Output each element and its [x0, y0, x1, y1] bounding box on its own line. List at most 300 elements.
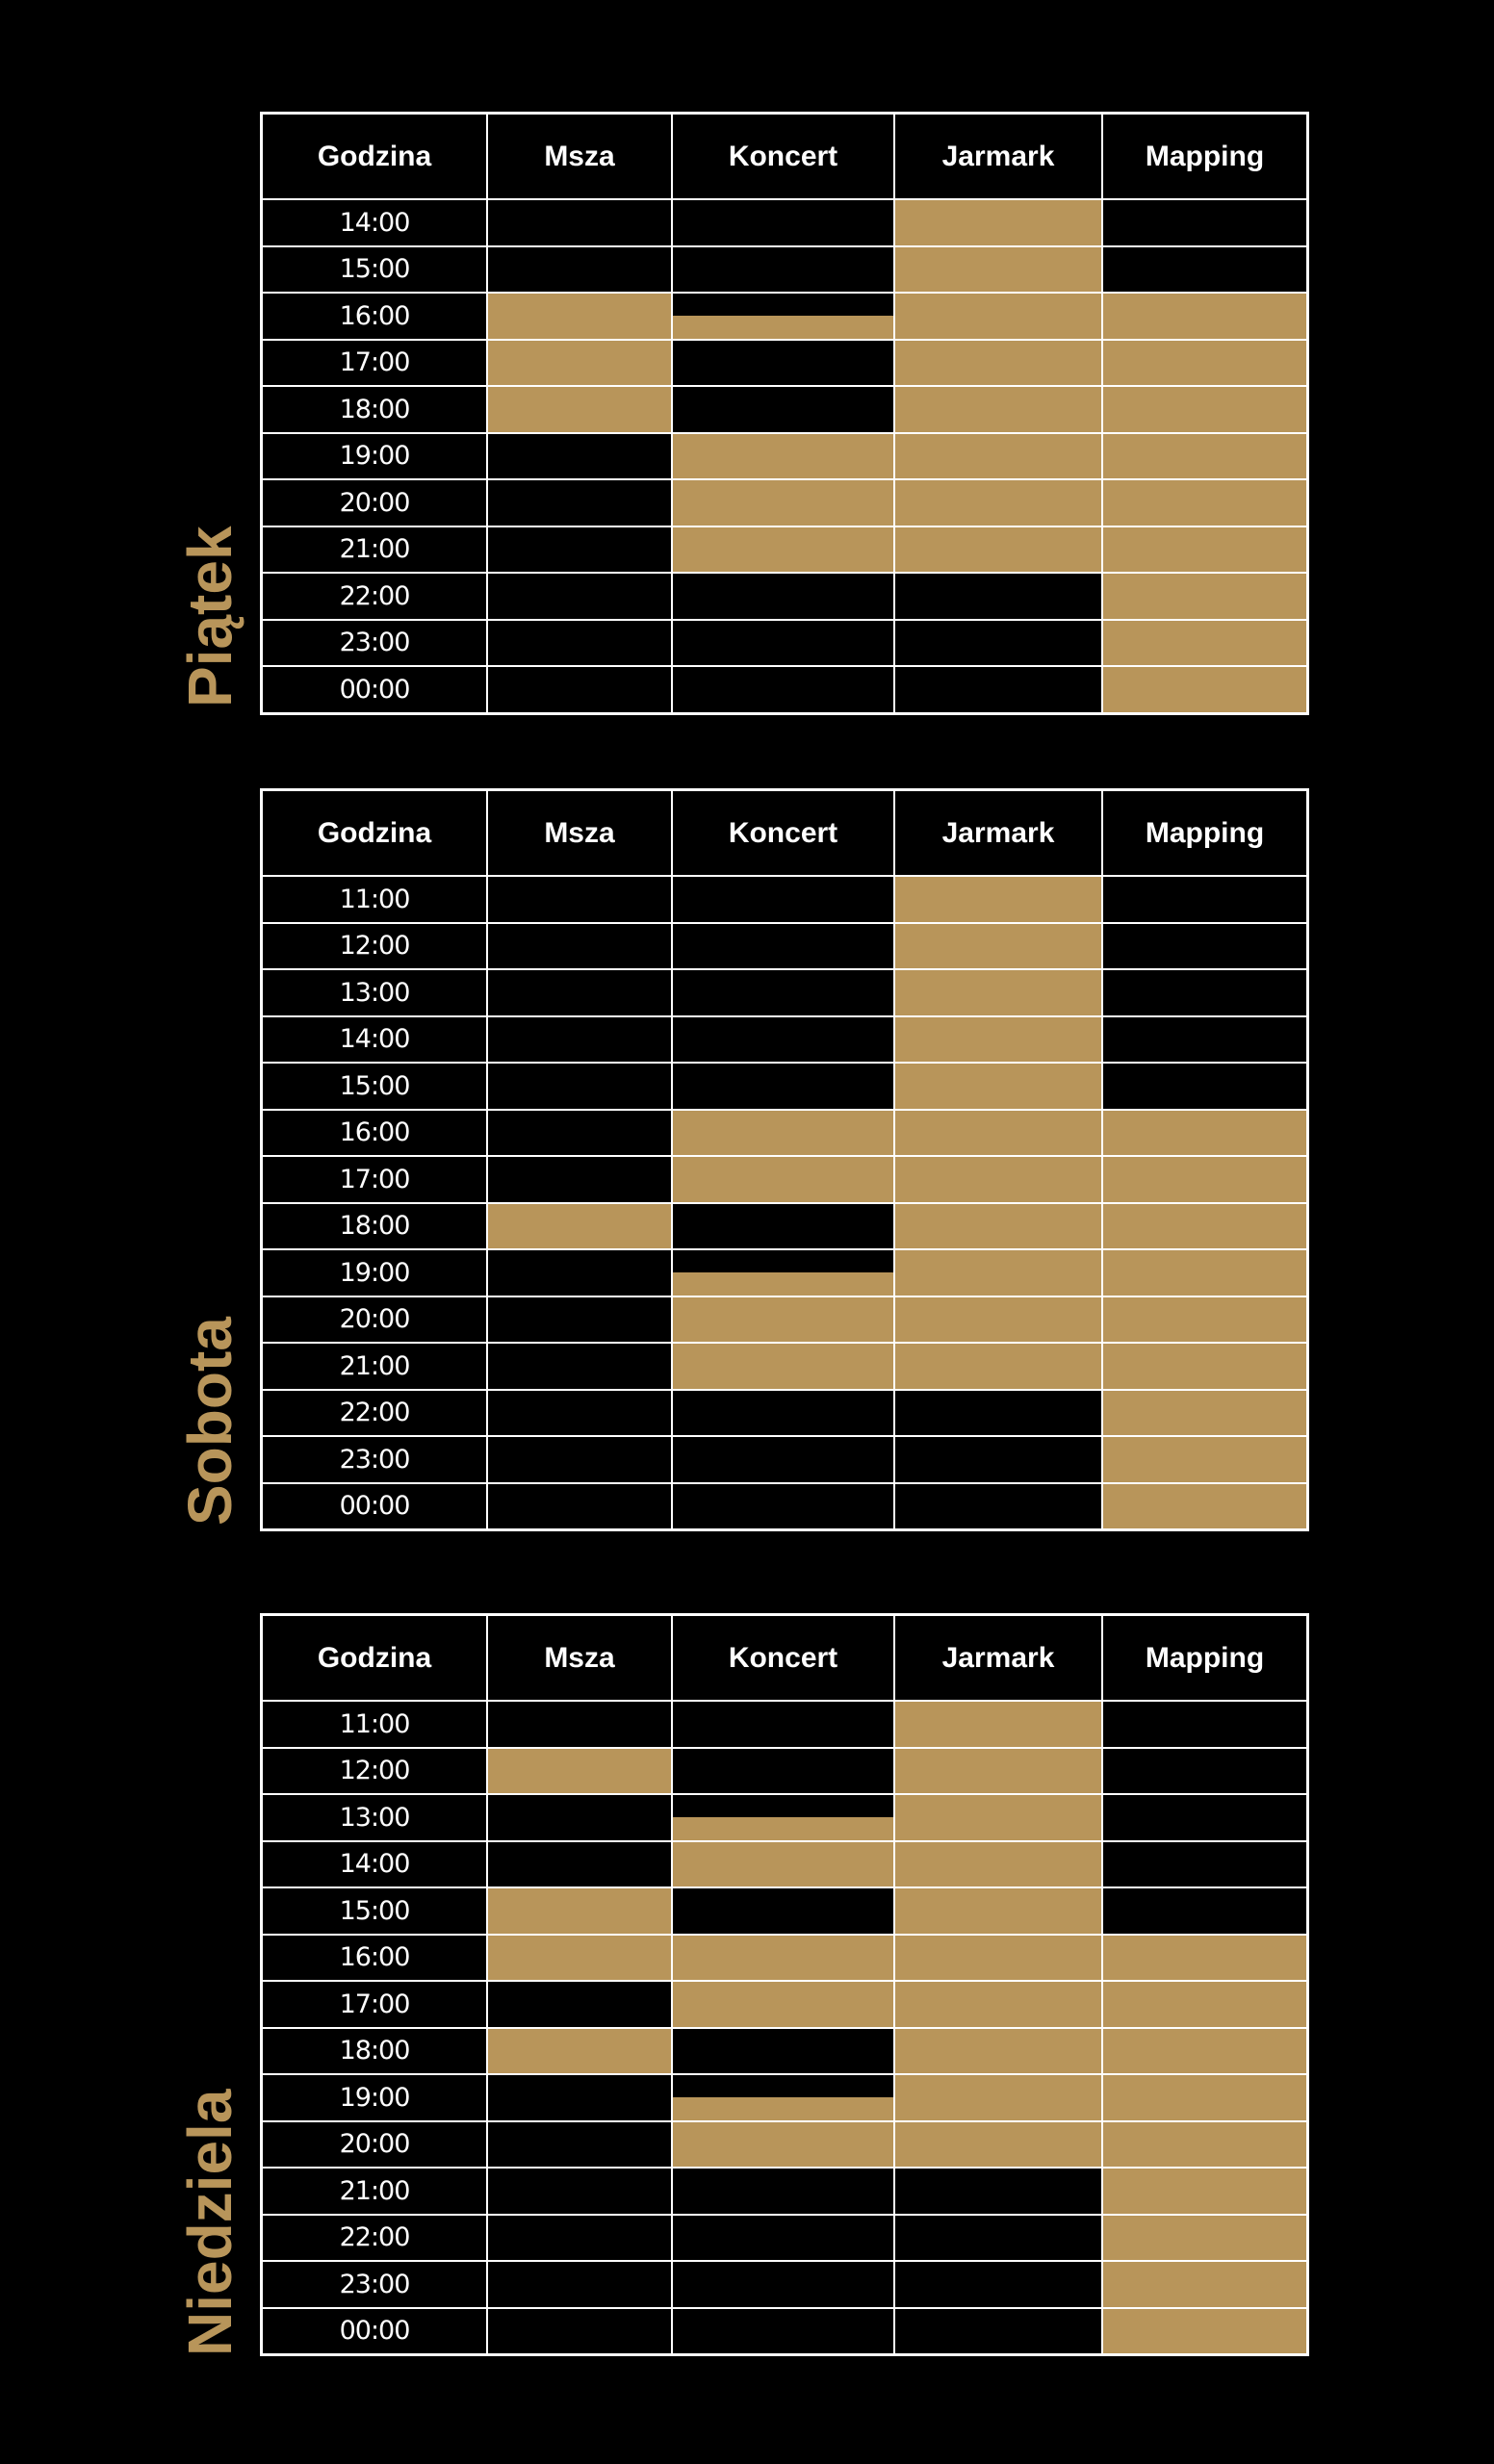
jarmark-cell — [893, 1484, 1101, 1529]
mapping-cell — [1101, 1064, 1306, 1109]
day-label-piatek: Piątek — [175, 526, 245, 707]
jarmark-event-fill — [895, 2029, 1101, 2074]
time-label: 21:00 — [339, 534, 410, 565]
msza-cell — [486, 1484, 671, 1529]
mapping-event-fill — [1103, 2216, 1306, 2261]
koncert-cell — [671, 527, 893, 573]
header-label: Koncert — [728, 140, 838, 172]
koncert-event-fill — [673, 1297, 893, 1343]
jarmark-event-fill — [895, 1702, 1101, 1747]
mapping-event-fill — [1103, 527, 1306, 573]
table-row — [263, 1435, 1306, 1482]
mapping-cell — [1101, 2029, 1306, 2074]
table-row — [263, 2073, 1306, 2120]
header-label: Jarmark — [941, 140, 1055, 172]
day-label-niedziela: Niedziela — [175, 2089, 245, 2356]
mapping-event-fill — [1103, 1936, 1306, 1981]
koncert-cell — [671, 574, 893, 619]
mapping-cell — [1101, 667, 1306, 712]
time-cell — [263, 2075, 486, 2120]
koncert-event-fill — [673, 1817, 893, 1839]
jarmark-event-fill — [895, 341, 1101, 386]
jarmark-event-fill — [895, 434, 1101, 479]
koncert-cell — [671, 1204, 893, 1249]
msza-cell — [486, 1111, 671, 1156]
jarmark-event-fill — [895, 2075, 1101, 2120]
table-row — [263, 619, 1306, 666]
jarmark-event-fill — [895, 1204, 1101, 1249]
msza-cell — [486, 924, 671, 969]
jarmark-cell — [893, 1297, 1101, 1343]
jarmark-event-fill — [895, 2122, 1101, 2168]
jarmark-cell — [893, 877, 1101, 922]
mapping-event-fill — [1103, 434, 1306, 479]
jarmark-event-fill — [895, 1250, 1101, 1296]
table-row — [263, 2307, 1306, 2354]
koncert-event-fill — [673, 1936, 893, 1981]
jarmark-cell — [893, 1391, 1101, 1436]
jarmark-cell — [893, 1064, 1101, 1109]
time-label: 15:00 — [339, 254, 410, 285]
time-label: 17:00 — [339, 1164, 410, 1194]
jarmark-cell — [893, 1936, 1101, 1981]
time-label: 21:00 — [339, 2175, 410, 2206]
time-label: 23:00 — [339, 628, 410, 658]
mapping-event-fill — [1103, 341, 1306, 386]
jarmark-cell — [893, 480, 1101, 526]
time-cell — [263, 434, 486, 479]
jarmark-event-fill — [895, 480, 1101, 526]
jarmark-event-fill — [895, 1064, 1101, 1109]
koncert-cell — [671, 621, 893, 666]
header-label: Mapping — [1145, 816, 1265, 849]
time-label: 19:00 — [339, 441, 410, 472]
time-cell — [263, 1204, 486, 1249]
koncert-cell — [671, 1795, 893, 1840]
time-cell — [263, 1064, 486, 1109]
time-cell — [263, 341, 486, 386]
msza-cell — [486, 621, 671, 666]
msza-cell — [486, 1702, 671, 1747]
table-row — [263, 2167, 1306, 2214]
jarmark-cell — [893, 924, 1101, 969]
time-cell — [263, 1749, 486, 1794]
koncert-event-fill — [673, 316, 893, 338]
time-label: 13:00 — [339, 977, 410, 1008]
time-label: 16:00 — [339, 300, 410, 331]
table-row — [263, 1296, 1306, 1343]
koncert-cell — [671, 2169, 893, 2214]
msza-cell — [486, 1204, 671, 1249]
time-cell — [263, 247, 486, 293]
time-cell — [263, 1842, 486, 1887]
msza-cell — [486, 2216, 671, 2261]
jarmark-cell — [893, 1842, 1101, 1887]
msza-cell — [486, 1795, 671, 1840]
mapping-cell — [1101, 200, 1306, 245]
jarmark-cell — [893, 2309, 1101, 2354]
koncert-cell — [671, 667, 893, 712]
time-cell — [263, 1437, 486, 1482]
header-label: Godzina — [317, 140, 432, 172]
msza-event-fill — [488, 1888, 671, 1934]
table-row — [263, 572, 1306, 619]
time-label: 22:00 — [339, 580, 410, 611]
mapping-cell — [1101, 970, 1306, 1015]
mapping-cell — [1101, 1344, 1306, 1389]
mapping-cell — [1101, 1437, 1306, 1482]
koncert-cell — [671, 1484, 893, 1529]
mapping-cell — [1101, 387, 1306, 432]
table-row — [263, 1202, 1306, 1249]
time-label: 19:00 — [339, 2082, 410, 2113]
msza-cell — [486, 2262, 671, 2307]
time-label: 15:00 — [339, 1895, 410, 1926]
table-row — [263, 292, 1306, 339]
jarmark-cell — [893, 1250, 1101, 1296]
jarmark-event-fill — [895, 247, 1101, 293]
table-row — [263, 198, 1306, 245]
header-label: Godzina — [317, 816, 432, 849]
time-label: 22:00 — [339, 2222, 410, 2253]
table-row — [263, 2260, 1306, 2307]
time-cell — [263, 2262, 486, 2307]
jarmark-event-fill — [895, 1157, 1101, 1202]
koncert-cell — [671, 2309, 893, 2354]
koncert-event-fill — [673, 1982, 893, 2027]
time-cell — [263, 1250, 486, 1296]
msza-cell — [486, 527, 671, 573]
time-label: 13:00 — [339, 1802, 410, 1833]
mapping-cell — [1101, 2309, 1306, 2354]
time-cell — [263, 294, 486, 339]
msza-cell — [486, 1064, 671, 1109]
msza-event-fill — [488, 1749, 671, 1794]
msza-cell — [486, 1982, 671, 2027]
koncert-cell — [671, 2216, 893, 2261]
header-label: Godzina — [317, 1641, 432, 1674]
mapping-event-fill — [1103, 1437, 1306, 1482]
time-cell — [263, 1936, 486, 1981]
jarmark-cell — [893, 1344, 1101, 1389]
time-label: 12:00 — [339, 931, 410, 962]
mapping-event-fill — [1103, 1982, 1306, 2027]
koncert-cell — [671, 1936, 893, 1981]
koncert-cell — [671, 1157, 893, 1202]
koncert-cell — [671, 387, 893, 432]
time-label: 11:00 — [339, 1708, 410, 1739]
koncert-cell — [671, 434, 893, 479]
msza-cell — [486, 434, 671, 479]
koncert-cell — [671, 1344, 893, 1389]
koncert-cell — [671, 1749, 893, 1794]
time-label: 18:00 — [339, 394, 410, 424]
koncert-event-fill — [673, 2097, 893, 2119]
mapping-cell — [1101, 1702, 1306, 1747]
jarmark-event-fill — [895, 1842, 1101, 1887]
koncert-event-fill — [673, 1842, 893, 1887]
time-cell — [263, 1344, 486, 1389]
koncert-event-fill — [673, 434, 893, 479]
jarmark-cell — [893, 621, 1101, 666]
mapping-cell — [1101, 294, 1306, 339]
header-cell-koncert — [671, 791, 893, 875]
koncert-cell — [671, 2262, 893, 2307]
koncert-cell — [671, 2075, 893, 2120]
jarmark-cell — [893, 1111, 1101, 1156]
koncert-cell — [671, 480, 893, 526]
mapping-event-fill — [1103, 387, 1306, 432]
header-label: Jarmark — [941, 816, 1055, 849]
table-header-row — [263, 1616, 1306, 1700]
time-cell — [263, 1795, 486, 1840]
time-cell — [263, 2309, 486, 2354]
jarmark-cell — [893, 667, 1101, 712]
time-label: 16:00 — [339, 1117, 410, 1148]
jarmark-event-fill — [895, 1749, 1101, 1794]
msza-cell — [486, 1749, 671, 1794]
mapping-cell — [1101, 2169, 1306, 2214]
mapping-event-fill — [1103, 2122, 1306, 2168]
msza-cell — [486, 1842, 671, 1887]
koncert-cell — [671, 1888, 893, 1934]
time-label: 22:00 — [339, 1398, 410, 1428]
mapping-cell — [1101, 1391, 1306, 1436]
msza-cell — [486, 667, 671, 712]
time-cell — [263, 1111, 486, 1156]
jarmark-cell — [893, 527, 1101, 573]
jarmark-cell — [893, 1749, 1101, 1794]
header-cell-godzina — [263, 115, 486, 198]
koncert-event-fill — [673, 480, 893, 526]
time-label: 00:00 — [339, 1491, 410, 1522]
msza-cell — [486, 574, 671, 619]
jarmark-event-fill — [895, 1795, 1101, 1840]
msza-cell — [486, 1344, 671, 1389]
koncert-cell — [671, 877, 893, 922]
time-label: 17:00 — [339, 1989, 410, 2019]
koncert-cell — [671, 294, 893, 339]
time-label: 23:00 — [339, 2269, 410, 2299]
table-row — [263, 339, 1306, 386]
jarmark-cell — [893, 247, 1101, 293]
time-label: 21:00 — [339, 1350, 410, 1381]
mapping-cell — [1101, 1111, 1306, 1156]
jarmark-cell — [893, 1204, 1101, 1249]
table-row — [263, 478, 1306, 526]
jarmark-cell — [893, 1982, 1101, 2027]
mapping-event-fill — [1103, 1111, 1306, 1156]
table-row — [263, 526, 1306, 573]
jarmark-event-fill — [895, 970, 1101, 1015]
table-row — [263, 1840, 1306, 1887]
time-label: 00:00 — [339, 2316, 410, 2347]
header-label: Koncert — [728, 1641, 838, 1674]
koncert-cell — [671, 1064, 893, 1109]
msza-cell — [486, 387, 671, 432]
jarmark-event-fill — [895, 387, 1101, 432]
msza-event-fill — [488, 341, 671, 386]
mapping-cell — [1101, 2262, 1306, 2307]
table-header-row — [263, 791, 1306, 875]
jarmark-cell — [893, 434, 1101, 479]
mapping-cell — [1101, 1936, 1306, 1981]
mapping-event-fill — [1103, 2075, 1306, 2120]
jarmark-event-fill — [895, 1936, 1101, 1981]
table-row — [263, 665, 1306, 712]
time-cell — [263, 527, 486, 573]
mapping-event-fill — [1103, 2309, 1306, 2354]
header-cell-koncert — [671, 115, 893, 198]
table-row — [263, 245, 1306, 293]
jarmark-event-fill — [895, 1111, 1101, 1156]
time-cell — [263, 1982, 486, 2027]
time-label: 14:00 — [339, 1024, 410, 1055]
msza-cell — [486, 2309, 671, 2354]
jarmark-event-fill — [895, 877, 1101, 922]
time-label: 18:00 — [339, 1211, 410, 1242]
header-label: Msza — [544, 1641, 615, 1674]
mapping-event-fill — [1103, 1297, 1306, 1343]
msza-cell — [486, 2122, 671, 2168]
table-header-row — [263, 115, 1306, 198]
koncert-cell — [671, 2029, 893, 2074]
mapping-cell — [1101, 924, 1306, 969]
jarmark-cell — [893, 2262, 1101, 2307]
msza-cell — [486, 1250, 671, 1296]
msza-cell — [486, 1157, 671, 1202]
msza-cell — [486, 1437, 671, 1482]
mapping-cell — [1101, 2216, 1306, 2261]
jarmark-cell — [893, 970, 1101, 1015]
koncert-cell — [671, 2122, 893, 2168]
koncert-cell — [671, 247, 893, 293]
jarmark-event-fill — [895, 294, 1101, 339]
time-cell — [263, 877, 486, 922]
table-row — [263, 1062, 1306, 1109]
table-row — [263, 968, 1306, 1015]
mapping-cell — [1101, 1484, 1306, 1529]
koncert-cell — [671, 1250, 893, 1296]
msza-cell — [486, 341, 671, 386]
jarmark-event-fill — [895, 1017, 1101, 1063]
time-label: 16:00 — [339, 1942, 410, 1973]
header-cell-jarmark — [893, 1616, 1101, 1700]
time-label: 14:00 — [339, 1849, 410, 1880]
table-row — [263, 1793, 1306, 1840]
msza-event-fill — [488, 1936, 671, 1981]
header-cell-mapping — [1101, 791, 1306, 875]
schedule-table-niedziela — [260, 1613, 1309, 2356]
jarmark-cell — [893, 2122, 1101, 2168]
koncert-event-fill — [673, 1272, 893, 1295]
time-cell — [263, 1888, 486, 1934]
jarmark-event-fill — [895, 1344, 1101, 1389]
time-cell — [263, 2029, 486, 2074]
time-label: 00:00 — [339, 674, 410, 705]
koncert-cell — [671, 200, 893, 245]
header-cell-msza — [486, 115, 671, 198]
mapping-cell — [1101, 877, 1306, 922]
time-cell — [263, 924, 486, 969]
mapping-cell — [1101, 1795, 1306, 1840]
mapping-event-fill — [1103, 480, 1306, 526]
time-cell — [263, 1702, 486, 1747]
mapping-event-fill — [1103, 1157, 1306, 1202]
table-row — [263, 2214, 1306, 2261]
header-label: Msza — [544, 816, 615, 849]
msza-event-fill — [488, 1204, 671, 1249]
mapping-cell — [1101, 621, 1306, 666]
msza-cell — [486, 877, 671, 922]
time-cell — [263, 2216, 486, 2261]
mapping-cell — [1101, 1204, 1306, 1249]
msza-cell — [486, 200, 671, 245]
time-cell — [263, 1017, 486, 1063]
koncert-cell — [671, 924, 893, 969]
time-label: 18:00 — [339, 2036, 410, 2066]
msza-cell — [486, 1936, 671, 1981]
koncert-cell — [671, 1017, 893, 1063]
table-row — [263, 1934, 1306, 1981]
jarmark-cell — [893, 387, 1101, 432]
mapping-cell — [1101, 1297, 1306, 1343]
jarmark-event-fill — [895, 1888, 1101, 1934]
time-cell — [263, 621, 486, 666]
header-cell-mapping — [1101, 1616, 1306, 1700]
table-row — [263, 432, 1306, 479]
table-row — [263, 1109, 1306, 1156]
koncert-event-fill — [673, 1111, 893, 1156]
table-row — [263, 1155, 1306, 1202]
jarmark-cell — [893, 2216, 1101, 2261]
jarmark-cell — [893, 1702, 1101, 1747]
table-row — [263, 1700, 1306, 1747]
jarmark-cell — [893, 2169, 1101, 2214]
time-label: 20:00 — [339, 487, 410, 518]
mapping-event-fill — [1103, 621, 1306, 666]
time-cell — [263, 480, 486, 526]
mapping-event-fill — [1103, 1204, 1306, 1249]
mapping-event-fill — [1103, 1250, 1306, 1296]
mapping-cell — [1101, 1888, 1306, 1934]
table-row — [263, 922, 1306, 969]
mapping-cell — [1101, 1157, 1306, 1202]
jarmark-event-fill — [895, 200, 1101, 245]
jarmark-cell — [893, 294, 1101, 339]
table-row — [263, 875, 1306, 922]
msza-cell — [486, 970, 671, 1015]
header-cell-koncert — [671, 1616, 893, 1700]
jarmark-cell — [893, 2075, 1101, 2120]
header-label: Koncert — [728, 816, 838, 849]
jarmark-cell — [893, 1888, 1101, 1934]
mapping-event-fill — [1103, 1484, 1306, 1529]
table-row — [263, 1886, 1306, 1934]
mapping-cell — [1101, 1017, 1306, 1063]
koncert-cell — [671, 1111, 893, 1156]
header-label: Jarmark — [941, 1641, 1055, 1674]
mapping-event-fill — [1103, 2169, 1306, 2214]
header-cell-godzina — [263, 791, 486, 875]
mapping-cell — [1101, 480, 1306, 526]
time-cell — [263, 1391, 486, 1436]
time-label: 17:00 — [339, 347, 410, 378]
header-label: Mapping — [1145, 140, 1265, 172]
header-cell-jarmark — [893, 115, 1101, 198]
mapping-cell — [1101, 1982, 1306, 2027]
msza-cell — [486, 2169, 671, 2214]
